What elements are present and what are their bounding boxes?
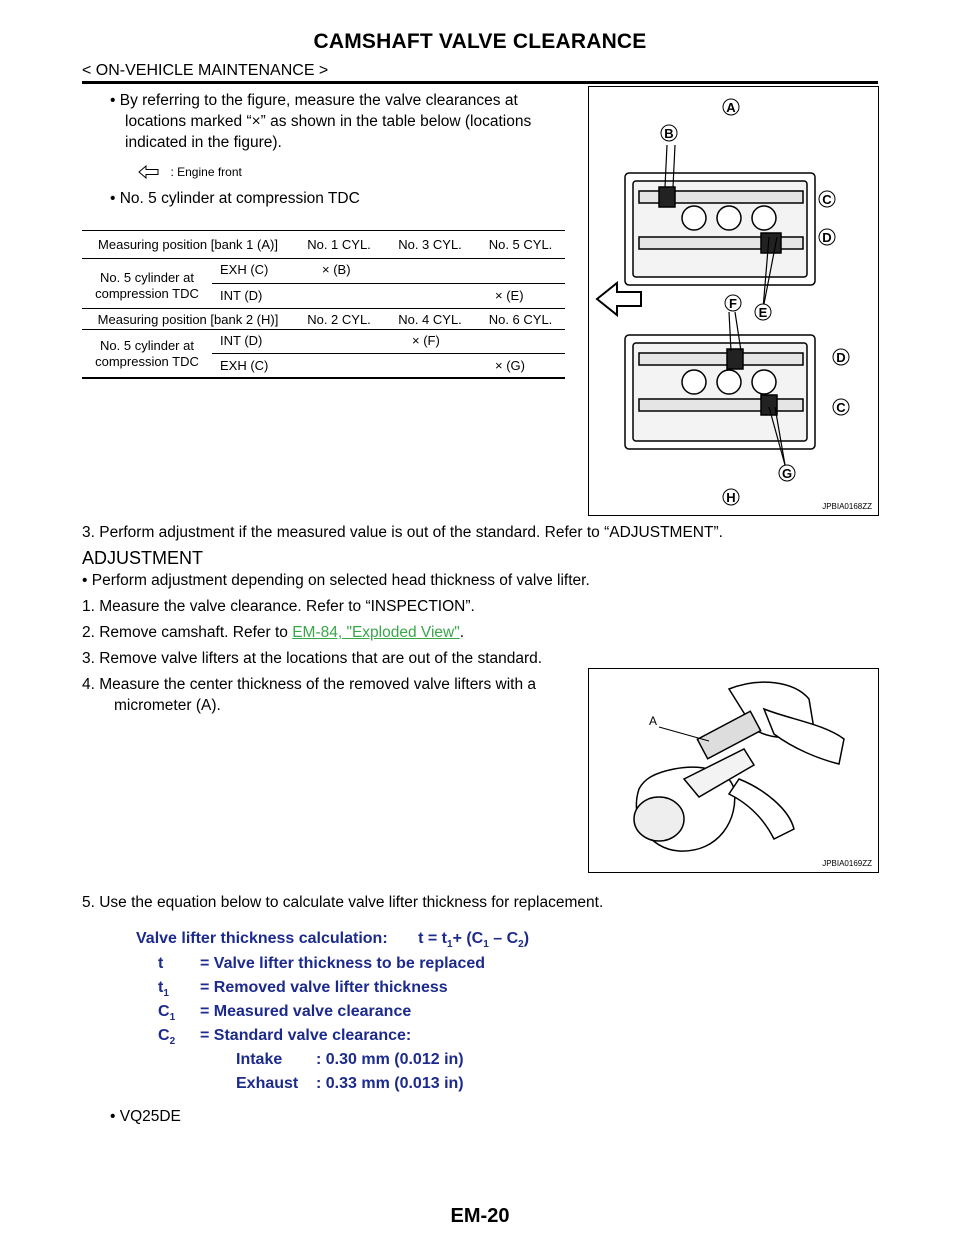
adjustment-step-1: 1. Measure the valve clearance. Refer to “INSPECTION”. [82, 598, 475, 615]
table-cell: INT (D) [220, 288, 263, 303]
table-header-cell: No. 5 CYL. [488, 237, 553, 252]
svg-text:A: A [726, 100, 736, 115]
formula-sub: 1 [163, 988, 169, 1000]
page-number: EM-20 [450, 1205, 510, 1227]
eq-sub: 1 [447, 939, 453, 951]
engine-front-arrow [597, 283, 641, 315]
table-cell: INT (D) [220, 333, 263, 348]
figure-code: JPBIA0169ZZ [822, 859, 872, 868]
table-header-bank2 [82, 309, 565, 330]
callout-c2 [833, 399, 849, 415]
adjustment-step-4 [82, 674, 577, 716]
intro-bullet [110, 90, 580, 153]
formula-title-text: Valve lifter thickness calculation: [136, 930, 388, 947]
formula-row [158, 979, 448, 999]
engine-front-label: : Engine front [170, 164, 242, 179]
exhaust-label: Exhaust [236, 1075, 299, 1092]
header-rule [82, 81, 878, 84]
step-2-end: . [459, 624, 465, 641]
callout-a [723, 99, 739, 115]
formula-symbol: C [158, 1003, 170, 1020]
cylinder-head-diagram [589, 87, 878, 515]
micrometer-label: A [648, 714, 658, 728]
formula-row [158, 955, 485, 973]
eq-part: t = t [418, 930, 447, 947]
svg-text:D: D [836, 350, 846, 365]
table-row [82, 283, 565, 309]
step-3: 3. Perform adjustment if the measured value is out of the standard. Refer to “ADJUSTMENT”. [82, 524, 723, 541]
eq-part: – C [488, 930, 519, 947]
arrow-left-icon [138, 165, 160, 179]
camshaft-figure [588, 86, 879, 516]
figure-code: JPBIA0168ZZ [822, 502, 872, 511]
cylinder-note: • No. 5 cylinder at compression TDC [110, 190, 360, 207]
callout-f [725, 295, 741, 311]
eq-sub: 1 [483, 939, 489, 951]
table-row [212, 330, 565, 354]
table-header-cell: No. 3 CYL. [398, 237, 462, 252]
page-title: CAMSHAFT VALVE CLEARANCE [313, 30, 647, 53]
intake-value: : 0.30 mm (0.012 in) [316, 1051, 464, 1068]
eq-part: ) [523, 930, 530, 947]
formula-symbol: t [158, 979, 164, 996]
table-header-cell: Measuring position [bank 2 (H)] [97, 312, 279, 327]
table-row [212, 257, 565, 284]
table-cell: EXH (C) [220, 262, 269, 277]
formula-symbol: t [158, 955, 164, 972]
table-cell: EXH (C) [220, 358, 269, 373]
measurement-grid [82, 230, 565, 378]
callout-h [723, 489, 739, 505]
table-header-cell: Measuring position [bank 1 (A)] [98, 237, 278, 252]
formula-desc: = Measured valve clearance [200, 1003, 412, 1020]
svg-text:D: D [822, 230, 832, 245]
table-header-cell: No. 1 CYL. [307, 237, 371, 252]
table-header-cell: No. 2 CYL. [307, 312, 371, 327]
engine-front-legend [138, 163, 242, 181]
callout-c [819, 191, 835, 207]
callout-d2 [833, 349, 849, 365]
micrometer-illustration [589, 669, 878, 872]
step-4-line-1: 4. Measure the center thickness of the removed valve lifters with a [82, 676, 537, 693]
formula-equation [418, 930, 530, 951]
svg-text:H: H [726, 490, 736, 505]
engine-variant: • VQ25DE [110, 1108, 181, 1125]
table-header-bank1 [82, 230, 565, 259]
step-2-text: 2. Remove camshaft. Refer to [82, 624, 293, 641]
table-cell: × (B) [322, 262, 351, 277]
adjustment-heading: ADJUSTMENT [82, 548, 203, 568]
formula-title [136, 930, 529, 950]
svg-text:C: C [836, 400, 846, 415]
svg-text:F: F [729, 296, 737, 311]
eq-part: + (C [452, 930, 484, 947]
intro-line-3: indicated in the figure). [125, 134, 282, 151]
step-4-line-2: micrometer (A). [114, 697, 221, 714]
table-cell: × (F) [412, 333, 440, 348]
svg-text:C: C [822, 192, 832, 207]
formula-desc: = Standard valve clearance: [200, 1027, 412, 1044]
svg-text:B: B [664, 126, 674, 141]
adjustment-step-3: 3. Remove valve lifters at the locations that are out of the standard. [82, 650, 543, 667]
formula-row [158, 1003, 411, 1023]
intro-line-2: locations marked “×” as shown in the table below (locations [125, 113, 532, 130]
formula-sub: 1 [169, 1012, 176, 1024]
exhaust-value: : 0.33 mm (0.013 in) [316, 1075, 464, 1092]
table-header-cell: No. 4 CYL. [398, 312, 462, 327]
adjustment-bullet: • Perform adjustment depending on selected head thickness of valve lifter. [82, 572, 590, 589]
svg-text:E: E [758, 305, 768, 320]
table-header-cell: No. 6 CYL. [488, 312, 553, 327]
callout-d [819, 229, 835, 245]
formula-sub: 2 [169, 1036, 176, 1048]
callout-e [755, 304, 771, 320]
svg-text:G: G [781, 466, 793, 481]
table-group-cell: No. 5 cylinder at compression TDC [95, 270, 199, 301]
intake-label: Intake [236, 1051, 283, 1068]
formula-desc: = Valve lifter thickness to be replaced [200, 955, 486, 972]
table-cell: × (E) [495, 288, 524, 303]
formula-row [158, 1027, 411, 1047]
section-subtitle: < ON-VEHICLE MAINTENANCE > [82, 62, 329, 79]
callout-b [661, 125, 677, 141]
intro-line-1: • By referring to the figure, measure the valve clearances at [110, 92, 518, 109]
table-cell: × (G) [495, 358, 525, 373]
formula-desc: = Removed valve lifter thickness [200, 979, 448, 996]
adjustment-step-5: 5. Use the equation below to calculate valve lifter thickness for replacement. [82, 894, 604, 911]
intake-spec [236, 1051, 464, 1069]
exploded-view-link[interactable]: EM-84, "Exploded View" [292, 624, 460, 641]
table-group-cell: No. 5 cylinder at compression TDC [95, 338, 199, 369]
callout-g [779, 465, 795, 481]
table-row [82, 354, 565, 379]
exhaust-spec [236, 1075, 464, 1093]
micrometer-figure [588, 668, 879, 873]
eq-sub: 2 [518, 939, 524, 951]
formula-symbol: C [158, 1027, 170, 1044]
adjustment-step-2 [82, 622, 464, 643]
